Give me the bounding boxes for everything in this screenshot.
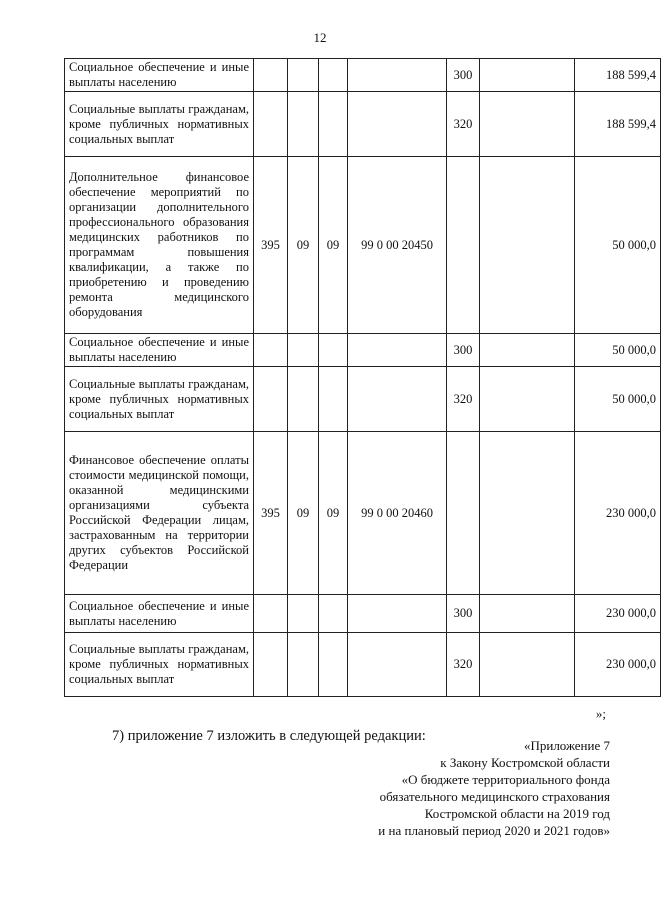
cell-extra [480, 633, 575, 697]
cell-ved [254, 334, 288, 367]
cell-name: Социальные выплаты гражданам, кроме публичных нормативных социальных выплат [65, 367, 254, 432]
cell-rz [288, 59, 319, 92]
cell-extra [480, 595, 575, 633]
budget-table-body [65, 59, 661, 697]
cell-ved [254, 633, 288, 697]
cell-name: Финансовое обеспечение оплаты стоимости медицинской помощи, оказанной медицинскими организациями субъекта Российской Федерации лицам, застрахованным на территории других субъектов Российской Федерации [65, 432, 254, 595]
cell-amount: 50 000,0 [575, 367, 661, 432]
cell-amount: 230 000,0 [575, 595, 661, 633]
cell-pr [319, 367, 348, 432]
cell-vr: 300 [447, 59, 480, 92]
cell-ved: 395 [254, 432, 288, 595]
table-row [65, 633, 661, 697]
cell-pr [319, 59, 348, 92]
cell-vr [447, 432, 480, 595]
appendix-header-line: обязательного медицинского страхования [379, 789, 610, 804]
appendix-header-line: «О бюджете территориального фонда [401, 772, 610, 787]
table-row [65, 595, 661, 633]
cell-extra [480, 432, 575, 595]
appendix-header-line: к Закону Костромской области [440, 755, 610, 770]
cell-csr [348, 92, 447, 157]
cell-amount: 230 000,0 [575, 432, 661, 595]
cell-vr: 320 [447, 92, 480, 157]
cell-pr: 09 [319, 432, 348, 595]
page-number: 12 [313, 30, 327, 45]
cell-ved: 395 [254, 157, 288, 334]
cell-extra [480, 59, 575, 92]
cell-amount: 188 599,4 [575, 59, 661, 92]
cell-csr [348, 633, 447, 697]
cell-vr: 320 [447, 367, 480, 432]
appendix-header [378, 737, 610, 839]
cell-extra [480, 334, 575, 367]
amendment-paragraph: 7) приложение 7 изложить в следующей редакции: [112, 728, 426, 744]
cell-pr [319, 334, 348, 367]
cell-rz [288, 595, 319, 633]
cell-name: Социальные выплаты гражданам, кроме публичных нормативных социальных выплат [65, 633, 254, 697]
cell-amount: 230 000,0 [575, 633, 661, 697]
cell-amount: 50 000,0 [575, 157, 661, 334]
cell-vr: 300 [447, 334, 480, 367]
cell-ved [254, 367, 288, 432]
cell-name: Социальное обеспечение и иные выплаты населению [65, 334, 254, 367]
cell-ved [254, 92, 288, 157]
table-row [65, 92, 661, 157]
cell-csr [348, 59, 447, 92]
appendix-header-line: Костромской области на 2019 год [424, 806, 610, 821]
cell-vr [447, 157, 480, 334]
cell-pr: 09 [319, 157, 348, 334]
cell-extra [480, 367, 575, 432]
cell-vr: 320 [447, 633, 480, 697]
cell-csr [348, 595, 447, 633]
budget-table [64, 58, 661, 697]
cell-csr [348, 367, 447, 432]
cell-rz [288, 334, 319, 367]
cell-ved [254, 59, 288, 92]
closing-quote-mark: »; [595, 706, 606, 721]
cell-name: Социальное обеспечение и иные выплаты населению [65, 59, 254, 92]
cell-name: Социальные выплаты гражданам, кроме публичных нормативных социальных выплат [65, 92, 254, 157]
cell-extra [480, 157, 575, 334]
cell-csr: 99 0 00 20460 [348, 432, 447, 595]
cell-rz [288, 92, 319, 157]
table-row [65, 157, 661, 334]
appendix-header-line: и на плановый период 2020 и 2021 годов» [378, 823, 610, 838]
cell-vr: 300 [447, 595, 480, 633]
table-row [65, 432, 661, 595]
cell-amount: 50 000,0 [575, 334, 661, 367]
table-row [65, 334, 661, 367]
appendix-header-line: «Приложение 7 [523, 738, 610, 753]
cell-pr [319, 633, 348, 697]
cell-extra [480, 92, 575, 157]
cell-name: Социальное обеспечение и иные выплаты населению [65, 595, 254, 633]
cell-name: Дополнительное финансовое обеспечение мероприятий по организации дополнительного профессионального образования медицинских работников по программам повышения квалификации, а также по приобретению и проведению ремонта медицинского оборудования [65, 157, 254, 334]
cell-amount: 188 599,4 [575, 92, 661, 157]
table-row [65, 367, 661, 432]
cell-rz: 09 [288, 432, 319, 595]
cell-pr [319, 595, 348, 633]
table-row [65, 59, 661, 92]
cell-pr [319, 92, 348, 157]
cell-csr: 99 0 00 20450 [348, 157, 447, 334]
cell-rz [288, 633, 319, 697]
cell-rz: 09 [288, 157, 319, 334]
cell-csr [348, 334, 447, 367]
cell-rz [288, 367, 319, 432]
cell-ved [254, 595, 288, 633]
